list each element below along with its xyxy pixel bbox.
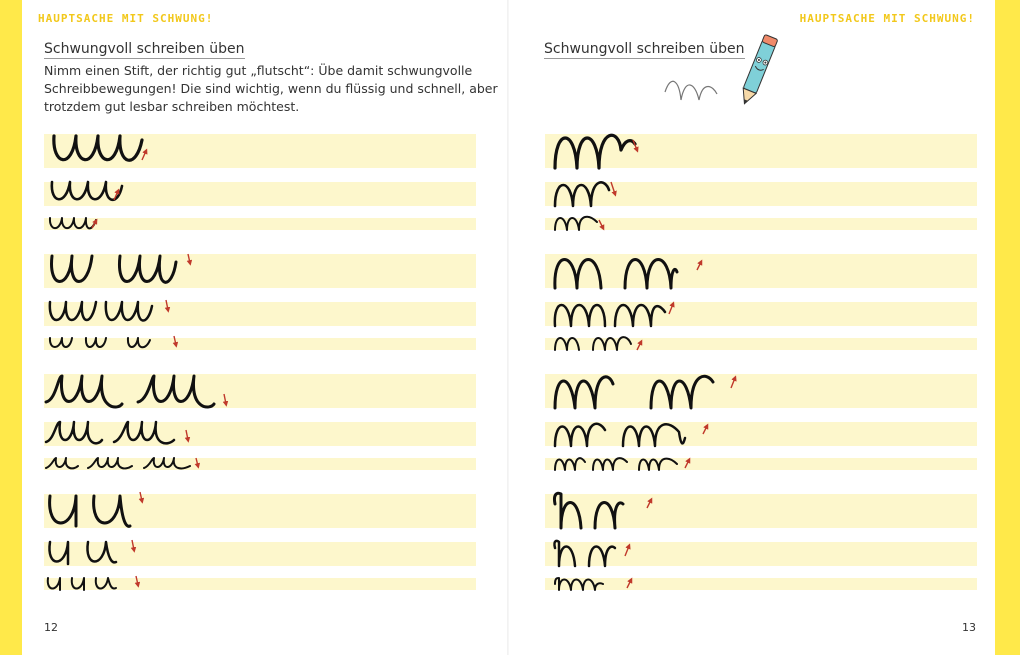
- practice-band: [545, 374, 977, 408]
- practice-band: [545, 302, 977, 326]
- practice-band: [44, 254, 476, 288]
- practice-band: [545, 218, 977, 230]
- practice-band: [545, 254, 977, 288]
- practice-band: [44, 302, 476, 326]
- intro-line-3: trotzdem gut lesbar schreiben möchtest.: [44, 99, 300, 114]
- page-number-right: 13: [962, 621, 976, 634]
- practice-band: [545, 182, 977, 206]
- practice-band: [44, 458, 476, 470]
- intro-text: [44, 62, 498, 116]
- page-title-right: Schwungvoll schreiben üben: [544, 41, 745, 57]
- practice-band: [545, 338, 977, 350]
- practice-band: [44, 182, 476, 206]
- practice-band: [545, 422, 977, 446]
- running-head-right: HAUPTSACHE MIT SCHWUNG!: [799, 12, 975, 25]
- page-number-left: 12: [44, 621, 58, 634]
- practice-band: [44, 374, 476, 408]
- intro-line-2: Schreibbewegungen! Die sind wichtig, wenn du flüssig und schnell, aber: [44, 81, 498, 96]
- practice-band: [44, 134, 476, 168]
- practice-band: [44, 338, 476, 350]
- practice-band: [545, 578, 977, 590]
- page-title-left: Schwungvoll schreiben üben: [44, 41, 245, 57]
- practice-band: [545, 494, 977, 528]
- intro-line-1: Nimm einen Stift, der richtig gut „flutscht“: Übe damit schwungvolle: [44, 63, 473, 78]
- practice-band: [545, 542, 977, 566]
- right-page: [509, 0, 995, 655]
- practice-band: [44, 422, 476, 446]
- practice-band: [44, 542, 476, 566]
- running-head-left: HAUPTSACHE MIT SCHWUNG!: [38, 12, 214, 25]
- practice-band: [545, 458, 977, 470]
- left-page: [22, 0, 509, 655]
- practice-band: [44, 218, 476, 230]
- practice-band: [44, 578, 476, 590]
- pencil-mascot-icon: [659, 30, 779, 112]
- practice-band: [44, 494, 476, 528]
- practice-band: [545, 134, 977, 168]
